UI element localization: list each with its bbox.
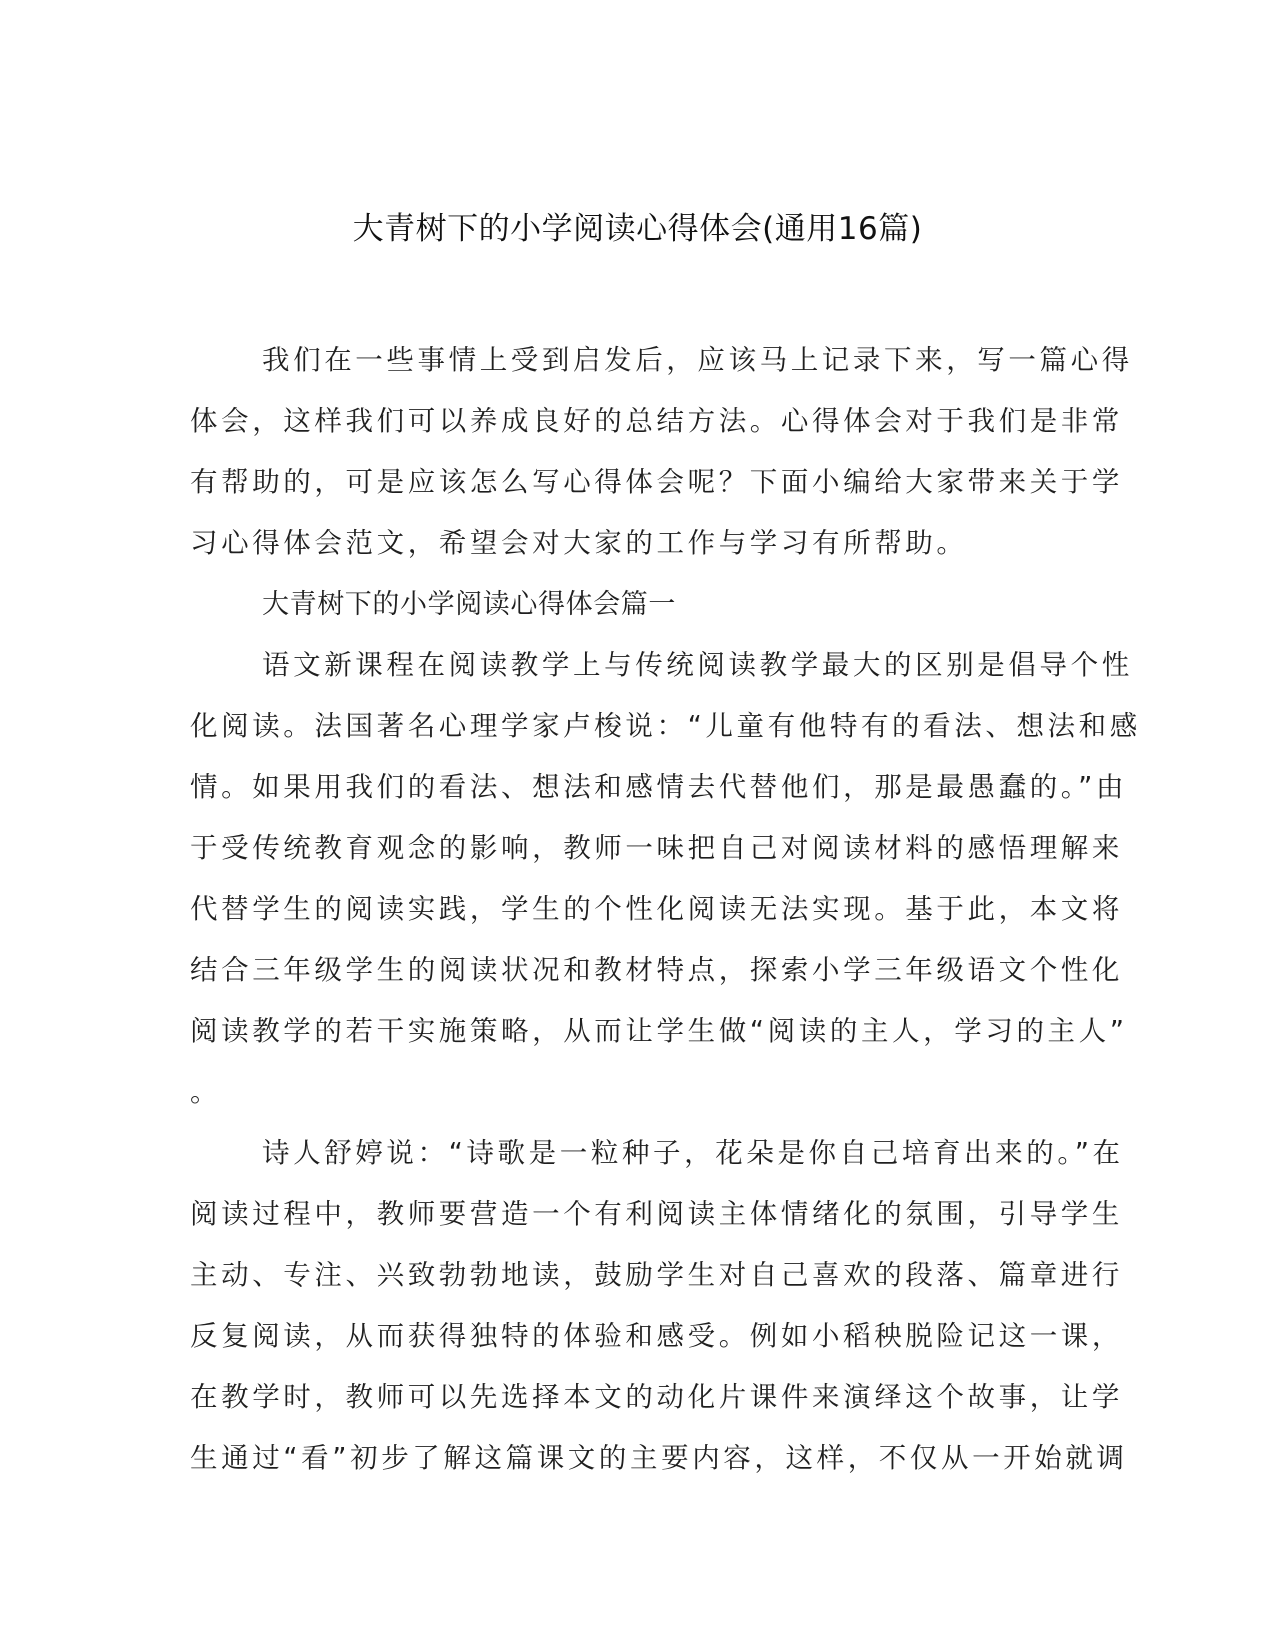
text-line: 阅读过程中，教师要营造一个有利阅读主体情绪化的氛围，引导学生	[190, 1198, 1123, 1230]
text-line: 有帮助的，可是应该怎么写心得体会呢？下面小编给大家带来关于学	[190, 466, 1123, 498]
document-body	[190, 330, 1141, 1489]
text-line: 主动、专注、兴致勃勃地读，鼓励学生对自己喜欢的段落、篇章进行	[190, 1259, 1123, 1291]
text-line: 情。如果用我们的看法、想法和感情去代替他们，那是最愚蠢的。”由	[190, 771, 1128, 803]
text-line: 诗人舒婷说：“诗歌是一粒种子，花朵是你自己培育出来的。”在	[262, 1137, 1124, 1169]
text-line: 结合三年级学生的阅读状况和教材特点，探索小学三年级语文个性化	[190, 954, 1123, 986]
text-line: 习心得体会范文，希望会对大家的工作与学习有所帮助。	[190, 527, 968, 559]
text-line: 化阅读。法国著名心理学家卢梭说：“儿童有他特有的看法、想法和感	[190, 710, 1141, 742]
text-line: 我们在一些事情上受到启发后，应该马上记录下来，写一篇心得	[262, 344, 1133, 376]
section-heading: 大青树下的小学阅读心得体会篇一	[262, 589, 676, 620]
text-line: 语文新课程在阅读教学上与传统阅读教学最大的区别是倡导个性	[262, 649, 1133, 681]
text-line: 生通过“看”初步了解这篇课文的主要内容，这样，不仅从一开始就调	[190, 1442, 1128, 1474]
document-title: 大青树下的小学阅读心得体会(通用16篇)	[352, 211, 923, 247]
text-line: 体会，这样我们可以养成良好的总结方法。心得体会对于我们是非常	[190, 405, 1123, 437]
text-line: 反复阅读，从而获得独特的体验和感受。例如小稻秧脱险记这一课，	[190, 1320, 1123, 1352]
text-line: 于受传统教育观念的影响，教师一味把自己对阅读材料的感悟理解来	[190, 832, 1123, 864]
text-line: 。	[190, 1076, 222, 1108]
text-line: 阅读教学的若干实施策略，从而让学生做“阅读的主人，学习的主人”	[190, 1015, 1128, 1047]
text-line: 代替学生的阅读实践，学生的个性化阅读无法实现。基于此，本文将	[190, 893, 1123, 925]
text-line: 在教学时，教师可以先选择本文的动化片课件来演绎这个故事，让学	[190, 1381, 1123, 1413]
